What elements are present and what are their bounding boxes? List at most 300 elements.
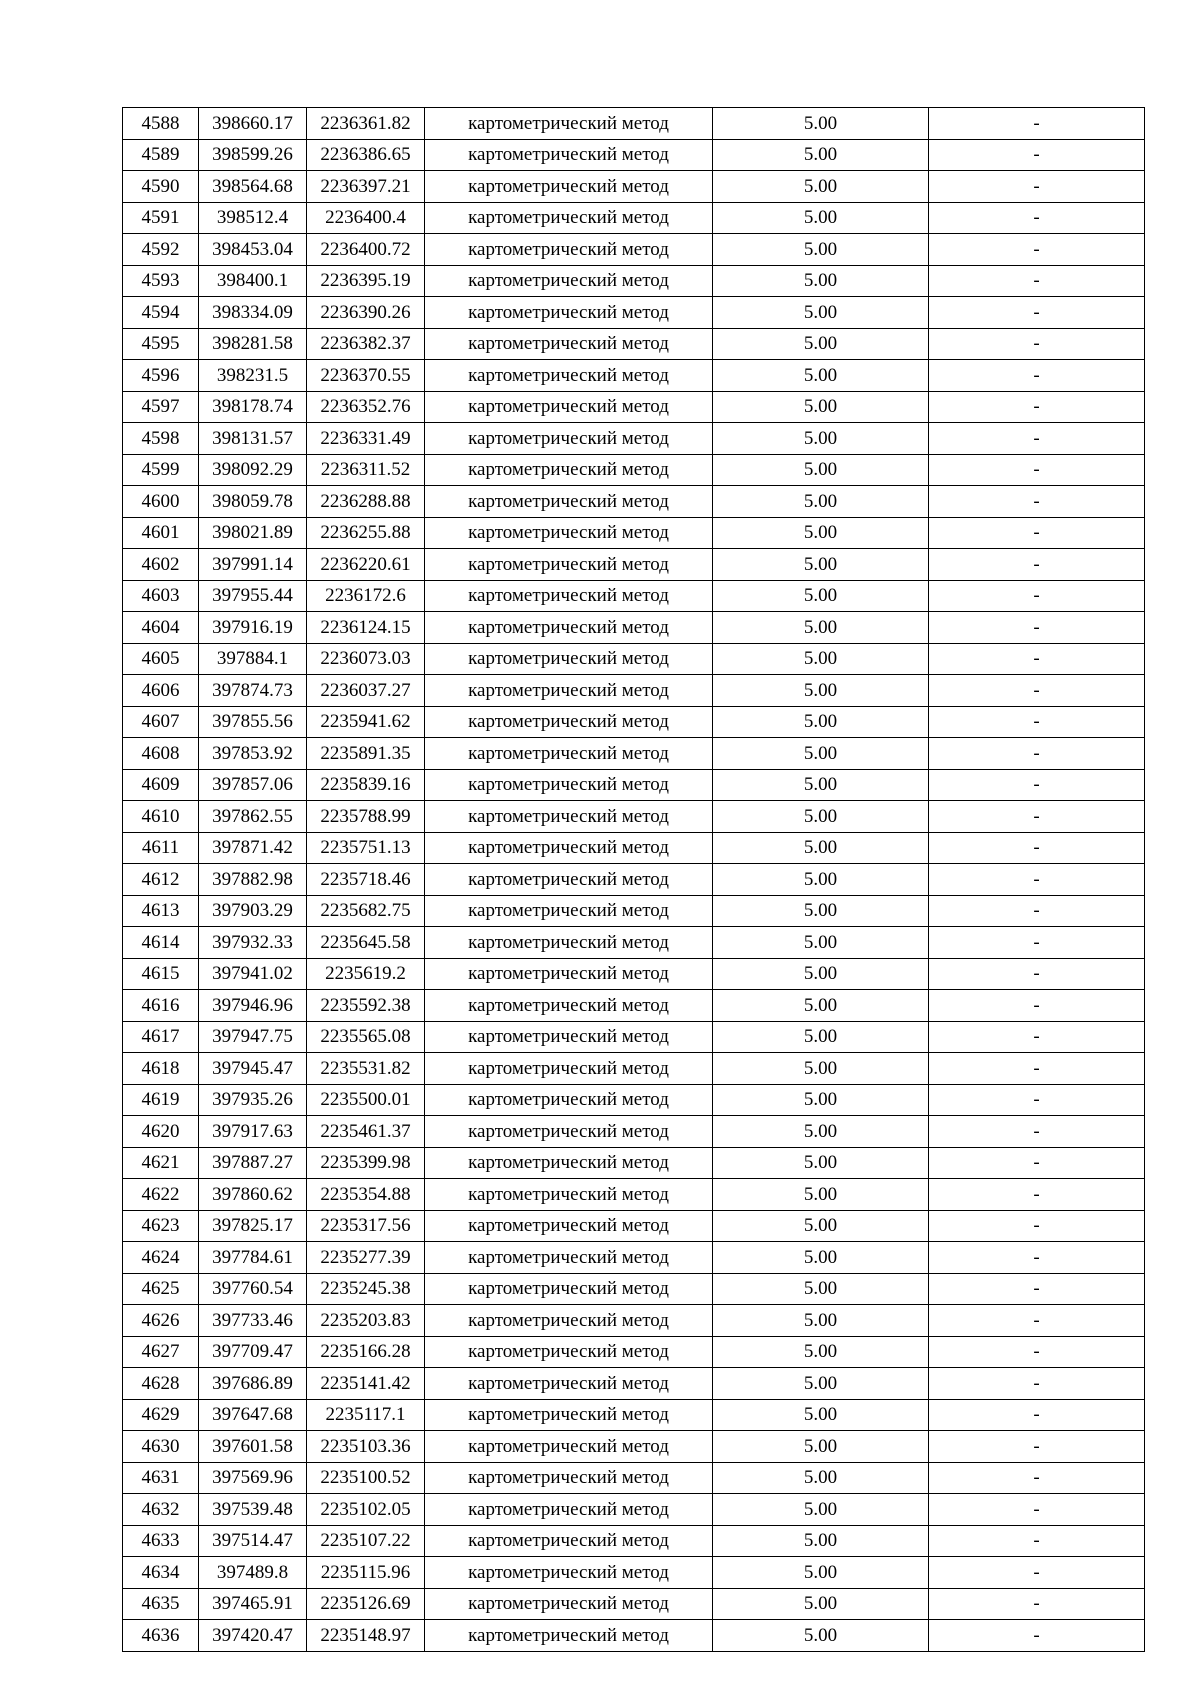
accuracy-cell: 5.00	[713, 1620, 929, 1652]
description-cell: -	[929, 612, 1145, 644]
accuracy-cell: 5.00	[713, 1210, 929, 1242]
accuracy-cell: 5.00	[713, 675, 929, 707]
y-coordinate-cell: 2236386.65	[307, 139, 425, 171]
point-number-cell: 4617	[123, 1021, 199, 1053]
description-cell: -	[929, 1210, 1145, 1242]
y-coordinate-cell: 2235399.98	[307, 1147, 425, 1179]
table-row	[123, 1179, 1145, 1211]
table-row	[123, 234, 1145, 266]
accuracy-cell: 5.00	[713, 1462, 929, 1494]
description-cell: -	[929, 1431, 1145, 1463]
description-cell: -	[929, 801, 1145, 833]
x-coordinate-cell: 397784.61	[199, 1242, 307, 1274]
y-coordinate-cell: 2235891.35	[307, 738, 425, 770]
table-row	[123, 643, 1145, 675]
method-cell: картометрический метод	[425, 1179, 713, 1211]
accuracy-cell: 5.00	[713, 360, 929, 392]
accuracy-cell: 5.00	[713, 612, 929, 644]
y-coordinate-cell: 2235461.37	[307, 1116, 425, 1148]
point-number-cell: 4602	[123, 549, 199, 581]
method-cell: картометрический метод	[425, 1588, 713, 1620]
y-coordinate-cell: 2235645.58	[307, 927, 425, 959]
description-cell: -	[929, 1053, 1145, 1085]
point-number-cell: 4593	[123, 265, 199, 297]
accuracy-cell: 5.00	[713, 391, 929, 423]
point-number-cell: 4600	[123, 486, 199, 518]
x-coordinate-cell: 397946.96	[199, 990, 307, 1022]
method-cell: картометрический метод	[425, 391, 713, 423]
point-number-cell: 4625	[123, 1273, 199, 1305]
accuracy-cell: 5.00	[713, 486, 929, 518]
point-number-cell: 4595	[123, 328, 199, 360]
table-row	[123, 1336, 1145, 1368]
method-cell: картометрический метод	[425, 1431, 713, 1463]
point-number-cell: 4591	[123, 202, 199, 234]
point-number-cell: 4634	[123, 1557, 199, 1589]
accuracy-cell: 5.00	[713, 1084, 929, 1116]
y-coordinate-cell: 2235117.1	[307, 1399, 425, 1431]
x-coordinate-cell: 397857.06	[199, 769, 307, 801]
accuracy-cell: 5.00	[713, 1305, 929, 1337]
table-row	[123, 1368, 1145, 1400]
point-number-cell: 4620	[123, 1116, 199, 1148]
description-cell: -	[929, 738, 1145, 770]
method-cell: картометрический метод	[425, 517, 713, 549]
description-cell: -	[929, 1525, 1145, 1557]
point-number-cell: 4597	[123, 391, 199, 423]
accuracy-cell: 5.00	[713, 1053, 929, 1085]
method-cell: картометрический метод	[425, 769, 713, 801]
table-row	[123, 1494, 1145, 1526]
x-coordinate-cell: 397855.56	[199, 706, 307, 738]
table-row	[123, 864, 1145, 896]
table-row	[123, 423, 1145, 455]
y-coordinate-cell: 2235103.36	[307, 1431, 425, 1463]
accuracy-cell: 5.00	[713, 1494, 929, 1526]
method-cell: картометрический метод	[425, 612, 713, 644]
method-cell: картометрический метод	[425, 1620, 713, 1652]
description-cell: -	[929, 1399, 1145, 1431]
accuracy-cell: 5.00	[713, 895, 929, 927]
x-coordinate-cell: 398021.89	[199, 517, 307, 549]
table-row	[123, 1431, 1145, 1463]
table-row	[123, 454, 1145, 486]
point-number-cell: 4606	[123, 675, 199, 707]
point-number-cell: 4624	[123, 1242, 199, 1274]
y-coordinate-cell: 2235354.88	[307, 1179, 425, 1211]
y-coordinate-cell: 2235500.01	[307, 1084, 425, 1116]
x-coordinate-cell: 397853.92	[199, 738, 307, 770]
method-cell: картометрический метод	[425, 1399, 713, 1431]
description-cell: -	[929, 139, 1145, 171]
description-cell: -	[929, 1084, 1145, 1116]
accuracy-cell: 5.00	[713, 297, 929, 329]
description-cell: -	[929, 675, 1145, 707]
x-coordinate-cell: 397539.48	[199, 1494, 307, 1526]
description-cell: -	[929, 234, 1145, 266]
method-cell: картометрический метод	[425, 675, 713, 707]
method-cell: картометрический метод	[425, 1021, 713, 1053]
y-coordinate-cell: 2235277.39	[307, 1242, 425, 1274]
accuracy-cell: 5.00	[713, 738, 929, 770]
y-coordinate-cell: 2235592.38	[307, 990, 425, 1022]
method-cell: картометрический метод	[425, 328, 713, 360]
point-number-cell: 4618	[123, 1053, 199, 1085]
method-cell: картометрический метод	[425, 580, 713, 612]
x-coordinate-cell: 398453.04	[199, 234, 307, 266]
point-number-cell: 4598	[123, 423, 199, 455]
table-row	[123, 1620, 1145, 1652]
x-coordinate-cell: 398660.17	[199, 108, 307, 140]
y-coordinate-cell: 2236220.61	[307, 549, 425, 581]
y-coordinate-cell: 2235751.13	[307, 832, 425, 864]
description-cell: -	[929, 769, 1145, 801]
table-row	[123, 1305, 1145, 1337]
point-number-cell: 4632	[123, 1494, 199, 1526]
method-cell: картометрический метод	[425, 202, 713, 234]
method-cell: картометрический метод	[425, 1147, 713, 1179]
description-cell: -	[929, 328, 1145, 360]
y-coordinate-cell: 2236331.49	[307, 423, 425, 455]
y-coordinate-cell: 2235565.08	[307, 1021, 425, 1053]
y-coordinate-cell: 2235941.62	[307, 706, 425, 738]
method-cell: картометрический метод	[425, 1242, 713, 1274]
accuracy-cell: 5.00	[713, 1368, 929, 1400]
x-coordinate-cell: 397945.47	[199, 1053, 307, 1085]
x-coordinate-cell: 397947.75	[199, 1021, 307, 1053]
table-row	[123, 486, 1145, 518]
y-coordinate-cell: 2235166.28	[307, 1336, 425, 1368]
table-row	[123, 360, 1145, 392]
table-row	[123, 1557, 1145, 1589]
point-number-cell: 4610	[123, 801, 199, 833]
table-row	[123, 391, 1145, 423]
y-coordinate-cell: 2235100.52	[307, 1462, 425, 1494]
method-cell: картометрический метод	[425, 360, 713, 392]
table-row	[123, 297, 1145, 329]
accuracy-cell: 5.00	[713, 927, 929, 959]
table-row	[123, 139, 1145, 171]
x-coordinate-cell: 397884.1	[199, 643, 307, 675]
x-coordinate-cell: 397420.47	[199, 1620, 307, 1652]
method-cell: картометрический метод	[425, 297, 713, 329]
method-cell: картометрический метод	[425, 1494, 713, 1526]
method-cell: картометрический метод	[425, 1210, 713, 1242]
description-cell: -	[929, 360, 1145, 392]
method-cell: картометрический метод	[425, 139, 713, 171]
x-coordinate-cell: 397569.96	[199, 1462, 307, 1494]
x-coordinate-cell: 397647.68	[199, 1399, 307, 1431]
point-number-cell: 4635	[123, 1588, 199, 1620]
x-coordinate-cell: 397514.47	[199, 1525, 307, 1557]
point-number-cell: 4623	[123, 1210, 199, 1242]
point-number-cell: 4613	[123, 895, 199, 927]
accuracy-cell: 5.00	[713, 265, 929, 297]
table-row	[123, 1399, 1145, 1431]
x-coordinate-cell: 398512.4	[199, 202, 307, 234]
y-coordinate-cell: 2235619.2	[307, 958, 425, 990]
point-number-cell: 4611	[123, 832, 199, 864]
point-number-cell: 4603	[123, 580, 199, 612]
table-row	[123, 265, 1145, 297]
point-number-cell: 4633	[123, 1525, 199, 1557]
x-coordinate-cell: 397932.33	[199, 927, 307, 959]
accuracy-cell: 5.00	[713, 1399, 929, 1431]
x-coordinate-cell: 397991.14	[199, 549, 307, 581]
y-coordinate-cell: 2236400.72	[307, 234, 425, 266]
y-coordinate-cell: 2235203.83	[307, 1305, 425, 1337]
table-row	[123, 927, 1145, 959]
table-row	[123, 895, 1145, 927]
method-cell: картометрический метод	[425, 1273, 713, 1305]
description-cell: -	[929, 1116, 1145, 1148]
y-coordinate-cell: 2235141.42	[307, 1368, 425, 1400]
y-coordinate-cell: 2236370.55	[307, 360, 425, 392]
x-coordinate-cell: 398231.5	[199, 360, 307, 392]
y-coordinate-cell: 2236311.52	[307, 454, 425, 486]
x-coordinate-cell: 398178.74	[199, 391, 307, 423]
description-cell: -	[929, 1557, 1145, 1589]
y-coordinate-cell: 2236395.19	[307, 265, 425, 297]
table-row	[123, 1242, 1145, 1274]
method-cell: картометрический метод	[425, 454, 713, 486]
accuracy-cell: 5.00	[713, 864, 929, 896]
method-cell: картометрический метод	[425, 1053, 713, 1085]
accuracy-cell: 5.00	[713, 202, 929, 234]
point-number-cell: 4630	[123, 1431, 199, 1463]
x-coordinate-cell: 397489.8	[199, 1557, 307, 1589]
table-row	[123, 1273, 1145, 1305]
description-cell: -	[929, 1462, 1145, 1494]
description-cell: -	[929, 958, 1145, 990]
accuracy-cell: 5.00	[713, 990, 929, 1022]
description-cell: -	[929, 1336, 1145, 1368]
point-number-cell: 4627	[123, 1336, 199, 1368]
table-row	[123, 675, 1145, 707]
accuracy-cell: 5.00	[713, 328, 929, 360]
x-coordinate-cell: 397917.63	[199, 1116, 307, 1148]
y-coordinate-cell: 2235245.38	[307, 1273, 425, 1305]
description-cell: -	[929, 454, 1145, 486]
x-coordinate-cell: 397941.02	[199, 958, 307, 990]
table-row	[123, 738, 1145, 770]
y-coordinate-cell: 2236400.4	[307, 202, 425, 234]
description-cell: -	[929, 1494, 1145, 1526]
method-cell: картометрический метод	[425, 738, 713, 770]
y-coordinate-cell: 2235148.97	[307, 1620, 425, 1652]
accuracy-cell: 5.00	[713, 423, 929, 455]
y-coordinate-cell: 2235682.75	[307, 895, 425, 927]
point-number-cell: 4619	[123, 1084, 199, 1116]
accuracy-cell: 5.00	[713, 1431, 929, 1463]
method-cell: картометрический метод	[425, 1305, 713, 1337]
method-cell: картометрический метод	[425, 108, 713, 140]
method-cell: картометрический метод	[425, 706, 713, 738]
accuracy-cell: 5.00	[713, 1242, 929, 1274]
coordinates-table-body	[123, 108, 1145, 1652]
method-cell: картометрический метод	[425, 549, 713, 581]
description-cell: -	[929, 423, 1145, 455]
y-coordinate-cell: 2236037.27	[307, 675, 425, 707]
table-row	[123, 202, 1145, 234]
table-row	[123, 1525, 1145, 1557]
method-cell: картометрический метод	[425, 1462, 713, 1494]
method-cell: картометрический метод	[425, 864, 713, 896]
point-number-cell: 4605	[123, 643, 199, 675]
point-number-cell: 4616	[123, 990, 199, 1022]
x-coordinate-cell: 398281.58	[199, 328, 307, 360]
y-coordinate-cell: 2235718.46	[307, 864, 425, 896]
x-coordinate-cell: 397860.62	[199, 1179, 307, 1211]
accuracy-cell: 5.00	[713, 234, 929, 266]
accuracy-cell: 5.00	[713, 832, 929, 864]
y-coordinate-cell: 2236073.03	[307, 643, 425, 675]
x-coordinate-cell: 397882.98	[199, 864, 307, 896]
description-cell: -	[929, 1305, 1145, 1337]
y-coordinate-cell: 2235126.69	[307, 1588, 425, 1620]
method-cell: картометрический метод	[425, 643, 713, 675]
accuracy-cell: 5.00	[713, 1525, 929, 1557]
table-row	[123, 1084, 1145, 1116]
description-cell: -	[929, 1021, 1145, 1053]
description-cell: -	[929, 832, 1145, 864]
table-row	[123, 1588, 1145, 1620]
x-coordinate-cell: 397733.46	[199, 1305, 307, 1337]
x-coordinate-cell: 398400.1	[199, 265, 307, 297]
description-cell: -	[929, 1242, 1145, 1274]
method-cell: картометрический метод	[425, 486, 713, 518]
accuracy-cell: 5.00	[713, 171, 929, 203]
accuracy-cell: 5.00	[713, 517, 929, 549]
description-cell: -	[929, 1588, 1145, 1620]
y-coordinate-cell: 2236361.82	[307, 108, 425, 140]
x-coordinate-cell: 397871.42	[199, 832, 307, 864]
description-cell: -	[929, 265, 1145, 297]
accuracy-cell: 5.00	[713, 1179, 929, 1211]
method-cell: картометрический метод	[425, 832, 713, 864]
x-coordinate-cell: 397916.19	[199, 612, 307, 644]
table-row	[123, 832, 1145, 864]
table-row	[123, 958, 1145, 990]
y-coordinate-cell: 2235839.16	[307, 769, 425, 801]
accuracy-cell: 5.00	[713, 1147, 929, 1179]
description-cell: -	[929, 895, 1145, 927]
x-coordinate-cell: 398131.57	[199, 423, 307, 455]
description-cell: -	[929, 927, 1145, 959]
table-row	[123, 328, 1145, 360]
method-cell: картометрический метод	[425, 927, 713, 959]
accuracy-cell: 5.00	[713, 1557, 929, 1589]
y-coordinate-cell: 2235102.05	[307, 1494, 425, 1526]
point-number-cell: 4594	[123, 297, 199, 329]
accuracy-cell: 5.00	[713, 139, 929, 171]
accuracy-cell: 5.00	[713, 706, 929, 738]
table-row	[123, 517, 1145, 549]
point-number-cell: 4636	[123, 1620, 199, 1652]
point-number-cell: 4588	[123, 108, 199, 140]
x-coordinate-cell: 397760.54	[199, 1273, 307, 1305]
accuracy-cell: 5.00	[713, 643, 929, 675]
point-number-cell: 4629	[123, 1399, 199, 1431]
method-cell: картометрический метод	[425, 265, 713, 297]
y-coordinate-cell: 2236397.21	[307, 171, 425, 203]
description-cell: -	[929, 202, 1145, 234]
description-cell: -	[929, 1273, 1145, 1305]
x-coordinate-cell: 397903.29	[199, 895, 307, 927]
point-number-cell: 4609	[123, 769, 199, 801]
x-coordinate-cell: 398599.26	[199, 139, 307, 171]
accuracy-cell: 5.00	[713, 580, 929, 612]
y-coordinate-cell: 2236390.26	[307, 297, 425, 329]
point-number-cell: 4596	[123, 360, 199, 392]
accuracy-cell: 5.00	[713, 1273, 929, 1305]
table-row	[123, 1462, 1145, 1494]
table-row	[123, 801, 1145, 833]
table-row	[123, 171, 1145, 203]
x-coordinate-cell: 397955.44	[199, 580, 307, 612]
method-cell: картометрический метод	[425, 1116, 713, 1148]
method-cell: картометрический метод	[425, 1336, 713, 1368]
description-cell: -	[929, 643, 1145, 675]
y-coordinate-cell: 2235317.56	[307, 1210, 425, 1242]
accuracy-cell: 5.00	[713, 1116, 929, 1148]
point-number-cell: 4621	[123, 1147, 199, 1179]
description-cell: -	[929, 990, 1145, 1022]
x-coordinate-cell: 398092.29	[199, 454, 307, 486]
description-cell: -	[929, 1147, 1145, 1179]
y-coordinate-cell: 2236124.15	[307, 612, 425, 644]
y-coordinate-cell: 2236352.76	[307, 391, 425, 423]
accuracy-cell: 5.00	[713, 801, 929, 833]
x-coordinate-cell: 397825.17	[199, 1210, 307, 1242]
x-coordinate-cell: 397709.47	[199, 1336, 307, 1368]
point-number-cell: 4608	[123, 738, 199, 770]
y-coordinate-cell: 2236382.37	[307, 328, 425, 360]
x-coordinate-cell: 397887.27	[199, 1147, 307, 1179]
table-row	[123, 580, 1145, 612]
table-row	[123, 1147, 1145, 1179]
description-cell: -	[929, 1179, 1145, 1211]
table-row	[123, 706, 1145, 738]
description-cell: -	[929, 297, 1145, 329]
method-cell: картометрический метод	[425, 1525, 713, 1557]
table-row	[123, 990, 1145, 1022]
description-cell: -	[929, 549, 1145, 581]
accuracy-cell: 5.00	[713, 1336, 929, 1368]
description-cell: -	[929, 108, 1145, 140]
method-cell: картометрический метод	[425, 958, 713, 990]
x-coordinate-cell: 397465.91	[199, 1588, 307, 1620]
x-coordinate-cell: 397686.89	[199, 1368, 307, 1400]
method-cell: картометрический метод	[425, 801, 713, 833]
x-coordinate-cell: 397874.73	[199, 675, 307, 707]
description-cell: -	[929, 864, 1145, 896]
point-number-cell: 4626	[123, 1305, 199, 1337]
table-row	[123, 1210, 1145, 1242]
description-cell: -	[929, 517, 1145, 549]
y-coordinate-cell: 2235788.99	[307, 801, 425, 833]
point-number-cell: 4615	[123, 958, 199, 990]
table-row	[123, 1053, 1145, 1085]
table-row	[123, 1021, 1145, 1053]
description-cell: -	[929, 580, 1145, 612]
point-number-cell: 4607	[123, 706, 199, 738]
table-row	[123, 769, 1145, 801]
x-coordinate-cell: 397862.55	[199, 801, 307, 833]
description-cell: -	[929, 171, 1145, 203]
description-cell: -	[929, 706, 1145, 738]
accuracy-cell: 5.00	[713, 549, 929, 581]
